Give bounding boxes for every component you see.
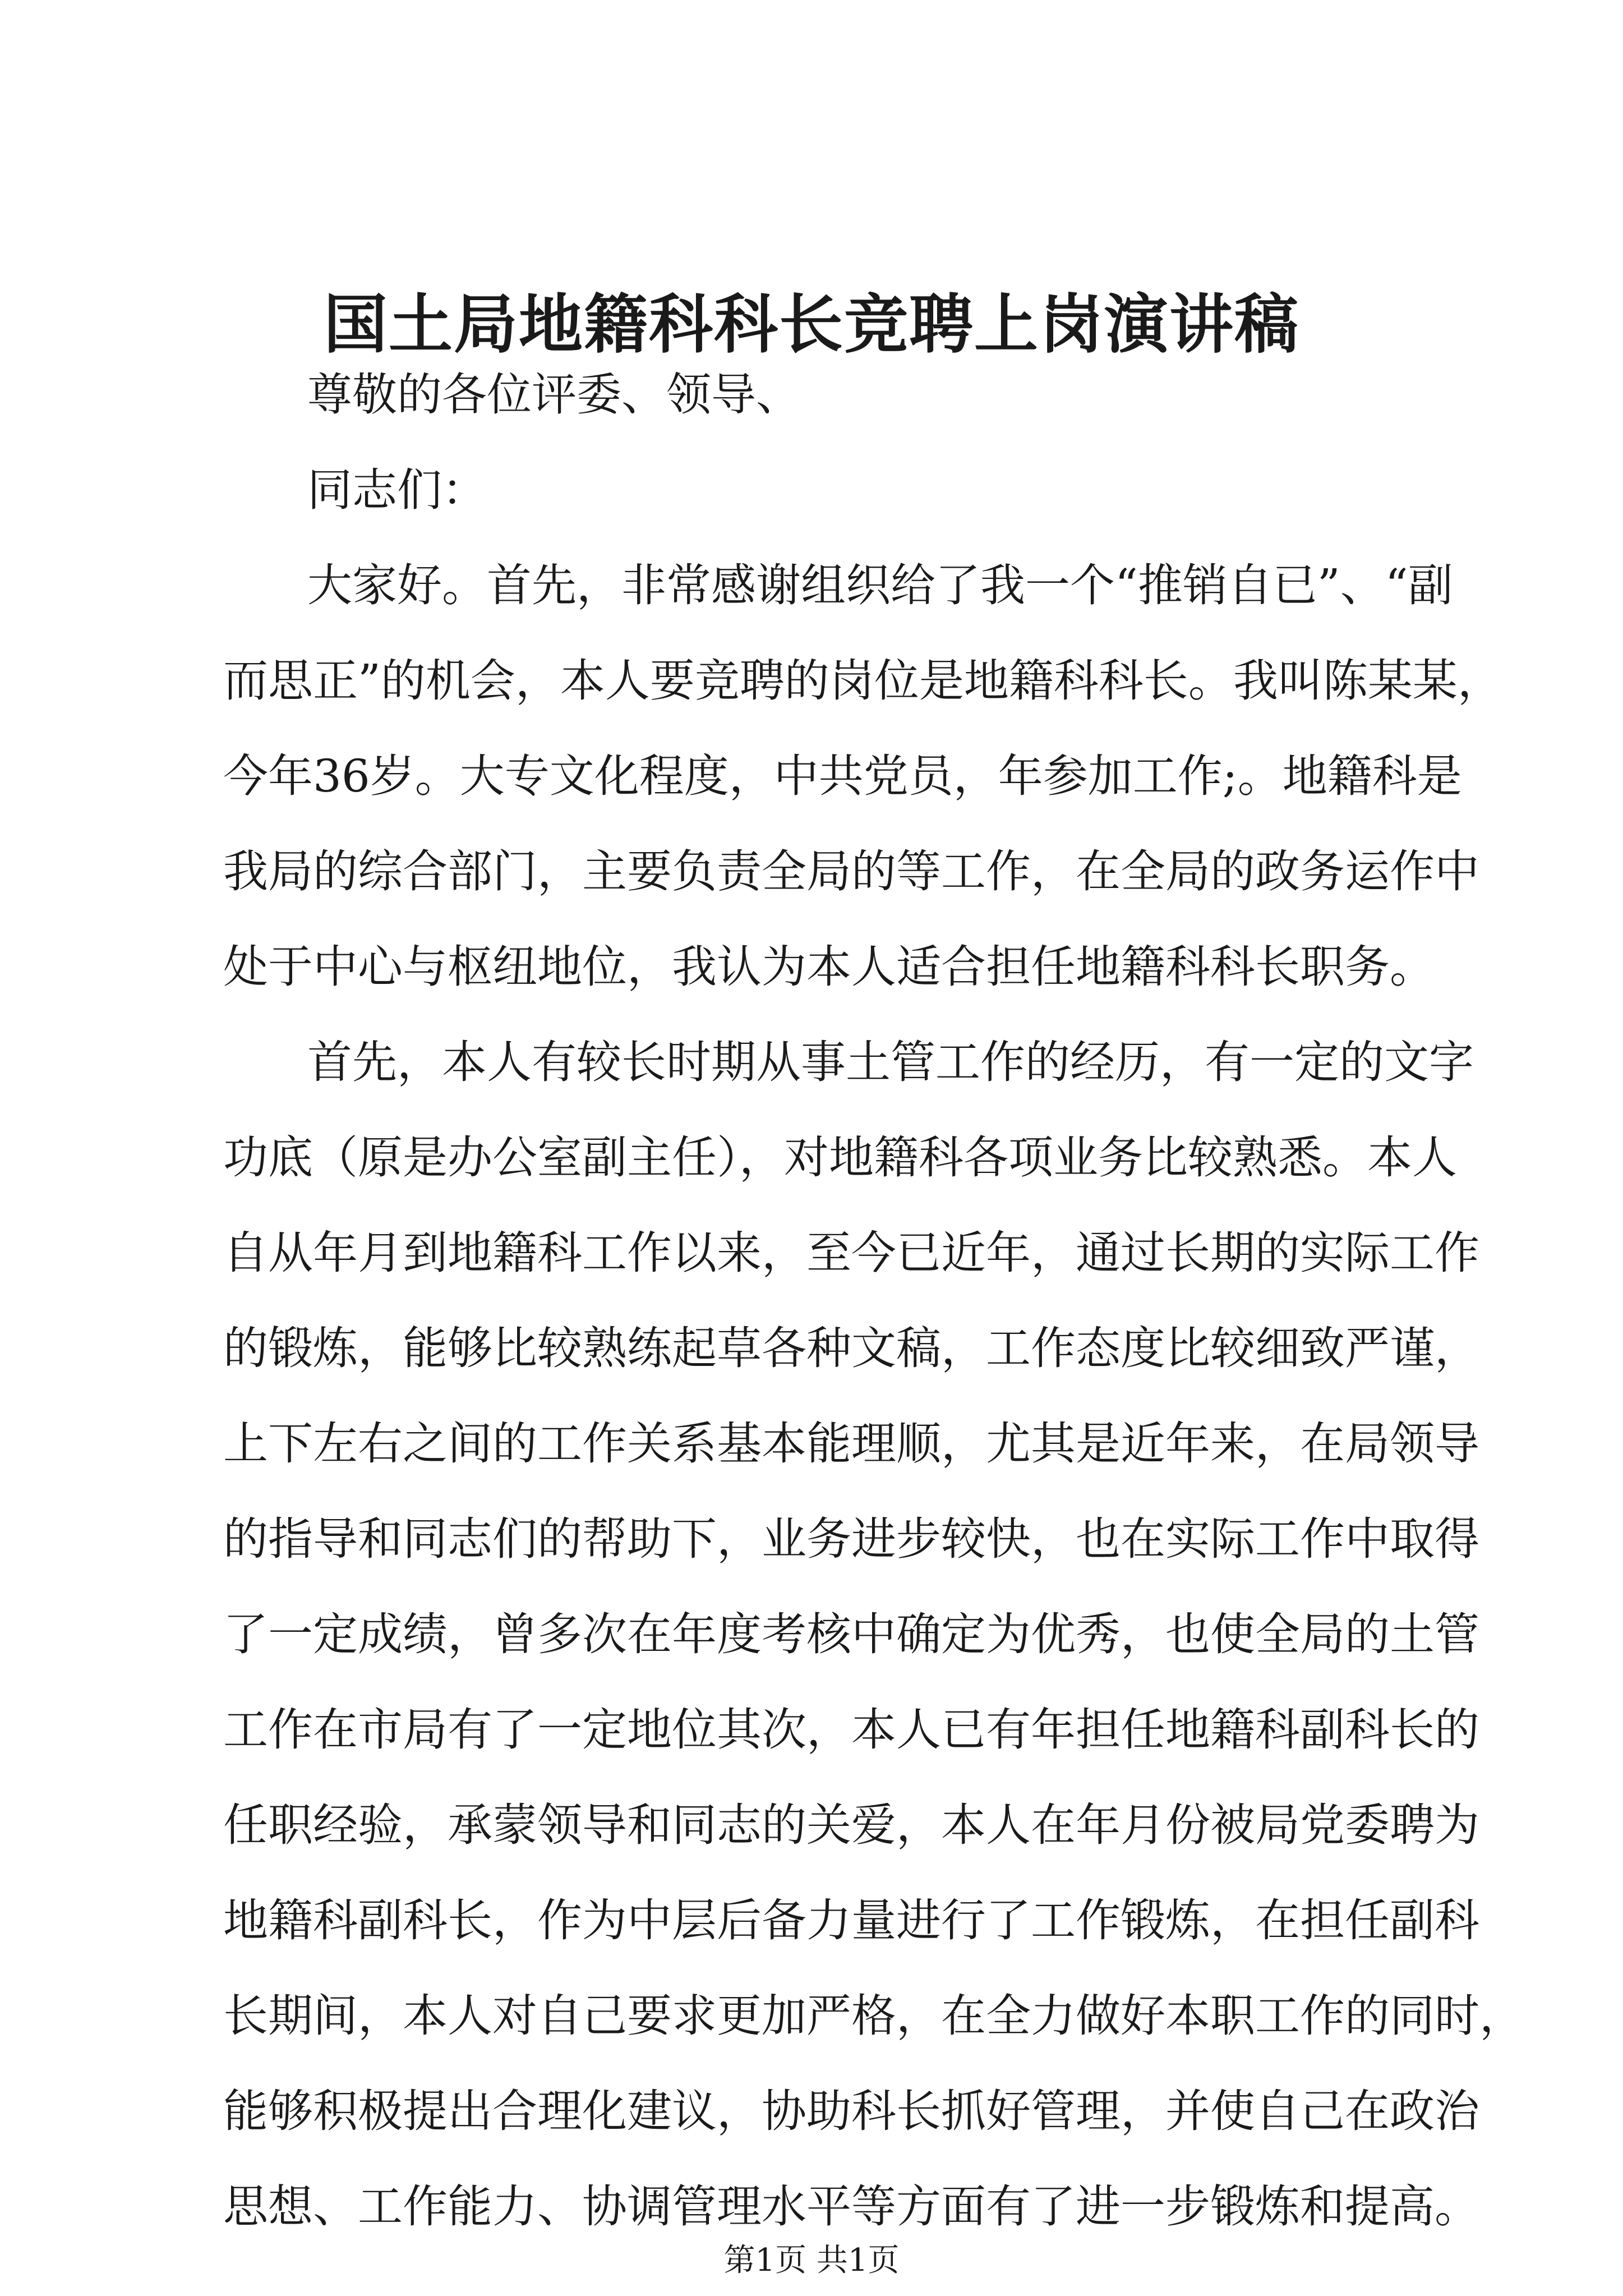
paragraph-line: 今年36岁。大专文化程度，中共党员，年参加工作;。地籍科是 xyxy=(223,750,1462,802)
paragraph-line: 而思正”的机会，本人要竞聘的岗位是地籍科科长。我叫陈某某， xyxy=(223,655,1502,707)
paragraph-line: 任职经验，承蒙领导和同志的关爱，本人在年月份被局党委聘为 xyxy=(223,1799,1479,1851)
paragraph-line: 首先，本人有较长时期从事土管工作的经历，有一定的文字 xyxy=(307,1036,1474,1088)
paragraph-line: 的锻炼，能够比较熟练起草各种文稿，工作态度比较细致严谨， xyxy=(223,1322,1479,1374)
paragraph-line: 的指导和同志们的帮助下，业务进步较快，也在实际工作中取得 xyxy=(223,1513,1479,1565)
paragraph-line: 长期间，本人对自己要求更加严格，在全力做好本职工作的同时， xyxy=(223,1990,1524,2042)
paragraph-line: 功底（原是办公室副主任），对地籍科各项业务比较熟悉。本人 xyxy=(223,1131,1457,1184)
paragraph-line: 了一定成绩，曾多次在年度考核中确定为优秀，也使全局的土管 xyxy=(223,1608,1479,1660)
paragraph-line: 地籍科副科长，作为中层后备力量进行了工作锻炼，在担任副科 xyxy=(223,1894,1479,1947)
paragraph-line: 处于中心与枢纽地位，我认为本人适合担任地籍科科长职务。 xyxy=(223,941,1435,993)
paragraph-line: 思想、工作能力、协调管理水平等方面有了进一步锻炼和提高。 xyxy=(223,2180,1479,2233)
paragraph-line: 自从年月到地籍科工作以来，至今已近年，通过长期的实际工作 xyxy=(223,1227,1479,1279)
paragraph-line: 工作在市局有了一定地位其次，本人已有年担任地籍科副科长的 xyxy=(223,1704,1479,1756)
document-title: 国土局地籍科科长竞聘上岗演讲稿 xyxy=(323,287,1299,362)
paragraph-line: 上下左右之间的工作关系基本能理顺，尤其是近年来，在局领导 xyxy=(223,1418,1479,1470)
page-number: 第1页 共1页 xyxy=(723,2242,900,2279)
paragraph-line: 我局的综合部门，主要负责全局的等工作，在全局的政务运作中 xyxy=(223,845,1479,898)
paragraph-line: 大家好。首先，非常感谢组织给了我一个“推销自已”、“副 xyxy=(307,559,1453,611)
salutation-line: 同志们： xyxy=(307,464,487,516)
paragraph-line: 能够积极提出合理化建议，协助科长抓好管理，并使自己在政治 xyxy=(223,2085,1479,2137)
salutation-line: 尊敬的各位评委、领导、 xyxy=(307,369,801,421)
